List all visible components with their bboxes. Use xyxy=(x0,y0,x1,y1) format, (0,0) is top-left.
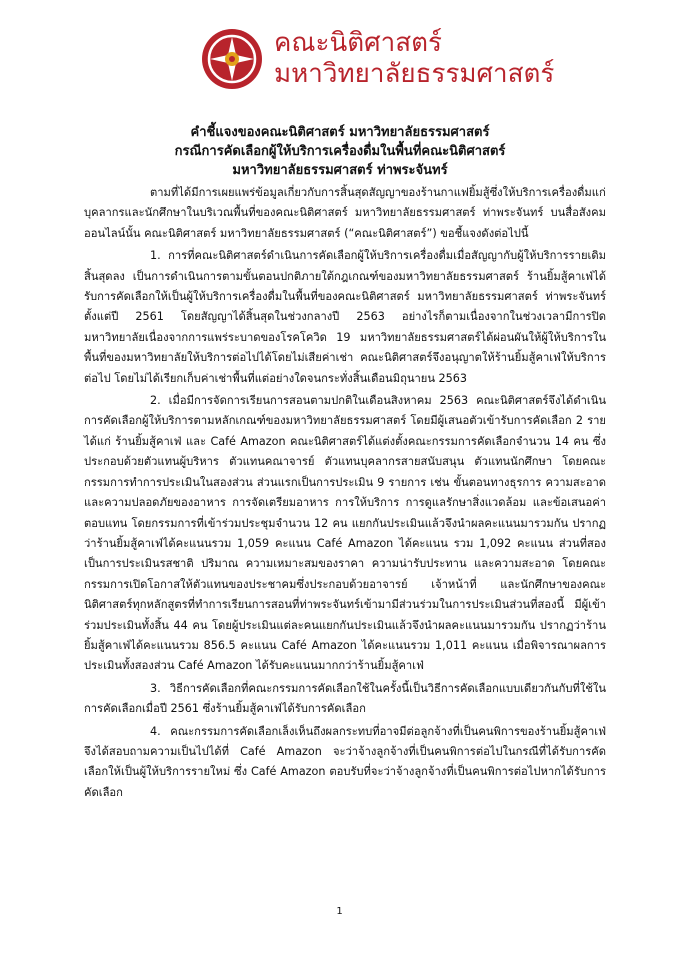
document-title xyxy=(60,123,620,180)
paragraph-intro: ตามที่ได้มีการเผยแพร่ข้อมูลเกี่ยวกับการสิ้นสุดสัญญาของร้านกาแฟยิ้มสู้ซึ่งให้บริการเครื่องดื่มแก่บุคลากรและนักศึกษาในบริเวณพื้นที่ของคณะนิติศาสตร์ มหาวิทยาลัยธรรมศาสตร์ ท่าพระจันทร์ บนสื่อสังคมออนไลน์นั้น คณะนิติศาสตร์ มหาวิทยาลัยธรรมศาสตร์ (“คณะนิติศาสตร์”) ขอชี้แจงดังต่อไปนี้ xyxy=(84,186,606,240)
document-body xyxy=(84,183,606,805)
title-line3: มหาวิทยาลัยธรรมศาสตร์ ท่าพระจันทร์ xyxy=(232,163,448,178)
paragraph-3: 3. วิธีการคัดเลือกที่คณะกรรมการคัดเลือกใช้ในครั้งนี้เป็นวิธีการคัดเลือกแบบเดียวกันกับที่ใช้ในการคัดเลือกเมื่อปี 2561 ซึ่งร้านยิ้มสู้คาเฟ่ได้รับการคัดเลือก xyxy=(84,681,606,716)
title-line2: กรณีการคัดเลือกผู้ให้บริการเครื่องดื่มในพื้นที่คณะนิติศาสตร์ xyxy=(174,144,506,159)
paragraph-2: 2. เมื่อมีการจัดการเรียนการสอนตามปกติในเดือนสิงหาคม 2563 คณะนิติศาสตร์จึงได้ดำเนินการคัดเลือกผู้ให้บริการตามหลักเกณฑ์ของมหาวิทยาลัยธรรมศาสตร์ โดยมีผู้เสนอตัวเข้ารับการคัดเลือก 2 ราย ได้แก่ ร้านยิ้มสู้คาเฟ่ และ Café Amazon คณะนิติศาสตร์ได้แต่งตั้งคณะกรรมการคัดเลือกจำนวน 14 คน ซึ่งประกอบด้วยตัวแทนผู้บริหาร ตัวแทนคณาจารย์ ตัวแทนบุคลากรสายสนับสนุน ตัวแทนนักศึกษา โดยคณะกรรมการทำการประเมินในสองส่วน ส่วนแรกเป็นการประเมิน 9 รายการ เช่น ขั้นตอนทางธุรการ ความสะอาดและความปลอดภัยของอาหาร การจัดเตรียมอาหาร การให้บริการ การดูแลรักษาสิ่งแวดล้อม และข้อเสนอค่าตอบแทน โดยกรรมการที่เข้าร่วมประชุมจำนวน 12 คน แยกกันประเมินแล้วจึงนำผลคะแนนมารวมกัน ปรากฏว่าร้านยิ้มสู้คาเฟ่ได้คะแนนรวม 1,059 คะแนน Café Amazon ได้คะแนน รวม 1,092 คะแนน ส่วนที่สองเป็นการประเมินรสชาติ ปริมาณ ความเหมาะสมของราคา ความน่ารับประทาน และความสะอาด โดยคณะกรรมการเปิดโอกาสให้ตัวแทนของประชาคมซึ่งประกอบด้วยอาจารย์ เจ้าหน้าที่ และนักศึกษาของคณะนิติศาสตร์ทุกหลักสูตรที่ทำการเรียนการสอนที่ท่าพระจันทร์เข้ามามีส่วนร่วมในการประเมินส่วนที่สองนี้ มีผู้เข้าร่วมประเมินทั้งสิ้น 44 คน โดยผู้ประเมินแต่ละคนแยกกันประเมินแล้วจึงนำผลคะแนนมารวมกัน ปรากฏว่าร้านยิ้มสู้คาเฟ่ได้คะแนนรวม 856.5 คะแนน Café Amazon ได้คะแนนรวม 1,011 คะแนน เมื่อพิจารณาผลการประเมินทั้งสองส่วน Café Amazon ได้รับคะแนนมากกว่าร้านยิ้มสู้คาเฟ่ xyxy=(84,394,606,673)
university-seal-icon xyxy=(200,27,264,91)
letterhead xyxy=(200,26,554,92)
paragraph-1: 1. การที่คณะนิติศาสตร์ดำเนินการคัดเลือกผู้ให้บริการเครื่องดื่มเมื่อสัญญากับผู้ให้บริการรายเดิมสิ้นสุดลง เป็นการดำเนินการตามขั้นตอนปกติภายใต้กฎเกณฑ์ของมหาวิทยาลัยธรรมศาสตร์ ร้านยิ้มสู้คาเฟ่ได้รับการคัดเลือกให้เป็นผู้ให้บริการเครื่องดื่มในพื้นที่ของคณะนิติศาสตร์ มหาวิทยาลัยธรรมศาสตร์ ท่าพระจันทร์ ตั้งแต่ปี 2561 โดยสัญญาได้สิ้นสุดในช่วงกลางปี 2563 อย่างไรก็ตามเนื่องจากในช่วงเวลามีการปิดมหาวิทยาลัยเนื่องจากการแพร่ระบาดของโรคโควิด 19 มหาวิทยาลัยธรรมศาสตร์ได้ผ่อนผันให้ผู้ให้บริการในพื้นที่ของมหาวิทยาลัยให้บริการต่อไปได้โดยไม่เสียค่าเช่า คณะนิติศาสตร์จึงอนุญาตให้ร้านยิ้มสู้คาเฟ่ให้บริการต่อไป โดยไม่ได้เรียกเก็บค่าเช่าพื้นที่แต่อย่างใดจนกระทั่งสิ้นเดือนมิถุนายน 2563 xyxy=(84,249,606,385)
faculty-name-line1: คณะนิติศาสตร์ xyxy=(274,28,442,58)
paragraph-4: 4. คณะกรรมการคัดเลือกเล็งเห็นถึงผลกระทบที่อาจมีต่อลูกจ้างที่เป็นคนพิการของร้านยิ้มสู้คาเฟ่จึงได้สอบถามความเป็นไปได้ที่ Café Amazon จะว่าจ้างลูกจ้างที่เป็นคนพิการต่อไปในกรณีที่ได้รับการคัดเลือกให้เป็นผู้ให้บริการรายใหม่ ซึ่ง Café Amazon ตอบรับที่จะว่าจ้างลูกจ้างที่เป็นคนพิการต่อไปหากได้รับการคัดเลือก xyxy=(84,724,606,799)
page-number: 1 xyxy=(336,906,343,917)
faculty-name xyxy=(274,28,554,90)
university-name-line2: มหาวิทยาลัยธรรมศาสตร์ xyxy=(274,59,555,89)
title-line1: คำชี้แจงของคณะนิติศาสตร์ มหาวิทยาลัยธรรมศาสตร์ xyxy=(190,125,490,140)
